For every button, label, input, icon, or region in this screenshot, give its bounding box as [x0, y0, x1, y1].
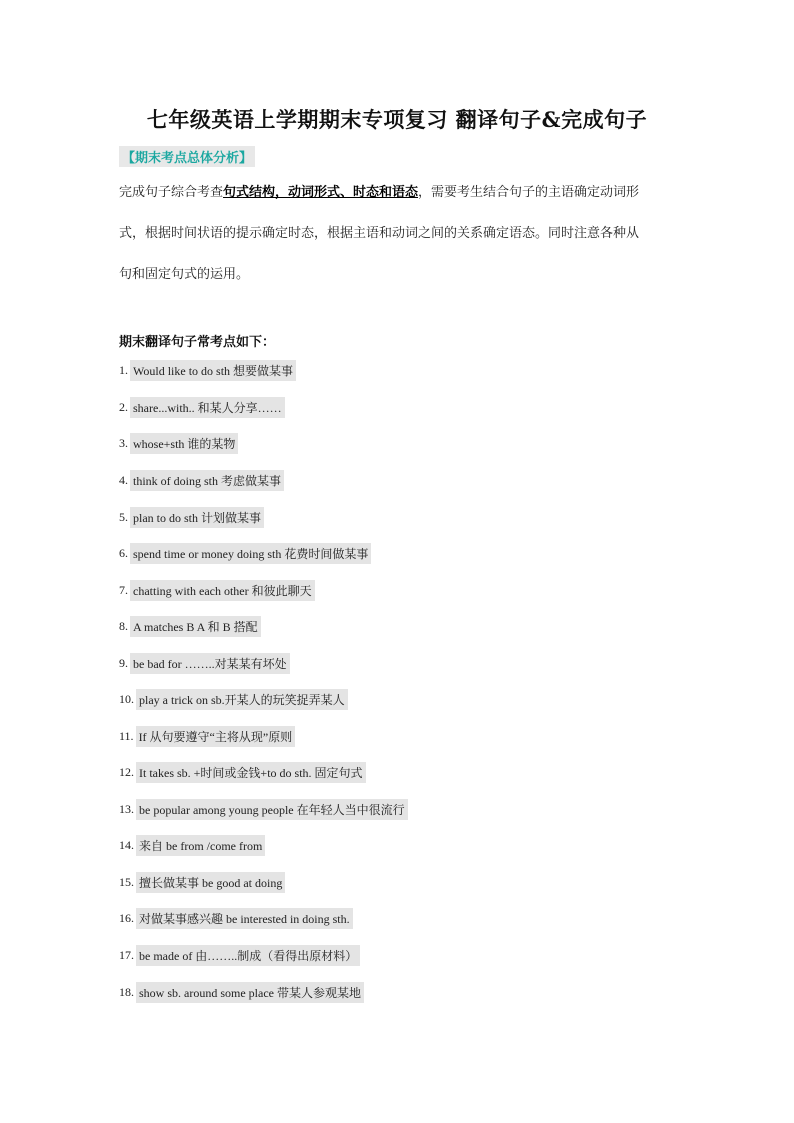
intro-line1-post: ，需要考生结合句子的主语确定动词形 — [418, 185, 640, 200]
item-text: Would like to do sth 想要做某事 — [130, 360, 296, 381]
list-item — [119, 945, 360, 966]
list-item — [119, 726, 295, 747]
item-text: A matches B A 和 B 搭配 — [130, 616, 261, 637]
item-number: 2. — [119, 400, 128, 414]
intro-line1-pre: 完成句子综合考查 — [119, 185, 224, 200]
list-item — [119, 762, 366, 783]
item-number: 18. — [119, 985, 134, 999]
item-text: whose+sth 谁的某物 — [130, 433, 238, 454]
item-text: If 从句要遵守“主将从现”原则 — [136, 726, 296, 747]
item-number: 10. — [119, 692, 134, 706]
list-item — [119, 835, 265, 856]
intro-line-2: 式，根据时间状语的提示确定时态，根据主语和动词之间的关系确定语态。同时注意各种从 — [119, 226, 640, 241]
list-item — [119, 580, 315, 601]
item-number: 3. — [119, 436, 128, 450]
item-text: spend time or money doing sth 花费时间做某事 — [130, 543, 371, 564]
item-text: think of doing sth 考虑做某事 — [130, 470, 284, 491]
list-item — [119, 543, 371, 564]
item-number: 12. — [119, 765, 134, 779]
item-number: 6. — [119, 546, 128, 560]
list-item — [119, 360, 296, 381]
list-item — [119, 507, 264, 528]
page-title: 七年级英语上学期期末专项复习 翻译句子&完成句子 — [146, 107, 648, 132]
item-text: show sb. around some place 带某人参观某地 — [136, 982, 364, 1003]
intro-line-3: 句和固定句式的运用。 — [119, 267, 250, 282]
item-text: 对做某事感兴趣 be interested in doing sth. — [136, 908, 353, 929]
item-text: be made of 由……..制成（看得出原材料） — [136, 945, 360, 966]
item-number: 16. — [119, 911, 134, 925]
item-number: 17. — [119, 948, 134, 962]
list-item — [119, 653, 290, 674]
list-item — [119, 982, 364, 1003]
item-text: It takes sb. +时间或金钱+to do sth. 固定句式 — [136, 762, 366, 783]
list-item — [119, 799, 408, 820]
item-number: 8. — [119, 619, 128, 633]
item-number: 13. — [119, 802, 134, 816]
list-item — [119, 616, 261, 637]
section-tag: 【期末考点总体分析】 — [119, 146, 255, 167]
list-item — [119, 470, 284, 491]
item-text: be popular among young people 在年轻人当中很流行 — [136, 799, 408, 820]
item-number: 14. — [119, 838, 134, 852]
item-number: 7. — [119, 583, 128, 597]
list-item — [119, 908, 353, 929]
item-number: 11. — [119, 729, 134, 743]
item-number: 15. — [119, 875, 134, 889]
item-text: share...with.. 和某人分享…… — [130, 397, 285, 418]
item-text: 擅长做某事 be good at doing — [136, 872, 285, 893]
item-number: 5. — [119, 510, 128, 524]
item-text: play a trick on sb.开某人的玩笑捉弄某人 — [136, 689, 348, 710]
list-item — [119, 397, 285, 418]
item-text: chatting with each other 和彼此聊天 — [130, 580, 315, 601]
list-heading: 期末翻译句子常考点如下： — [119, 335, 276, 350]
list-item — [119, 689, 348, 710]
list-item — [119, 872, 285, 893]
list-item — [119, 433, 238, 454]
item-text: 来自 be from /come from — [136, 835, 265, 856]
item-text: be bad for ……..对某某有坏处 — [130, 653, 290, 674]
intro-line-1 — [119, 181, 639, 200]
item-number: 4. — [119, 473, 128, 487]
item-number: 1. — [119, 363, 128, 377]
item-text: plan to do sth 计划做某事 — [130, 507, 264, 528]
item-number: 9. — [119, 656, 128, 670]
intro-line1-bold: 句式结构，动词形式、时态和语态 — [223, 185, 419, 200]
